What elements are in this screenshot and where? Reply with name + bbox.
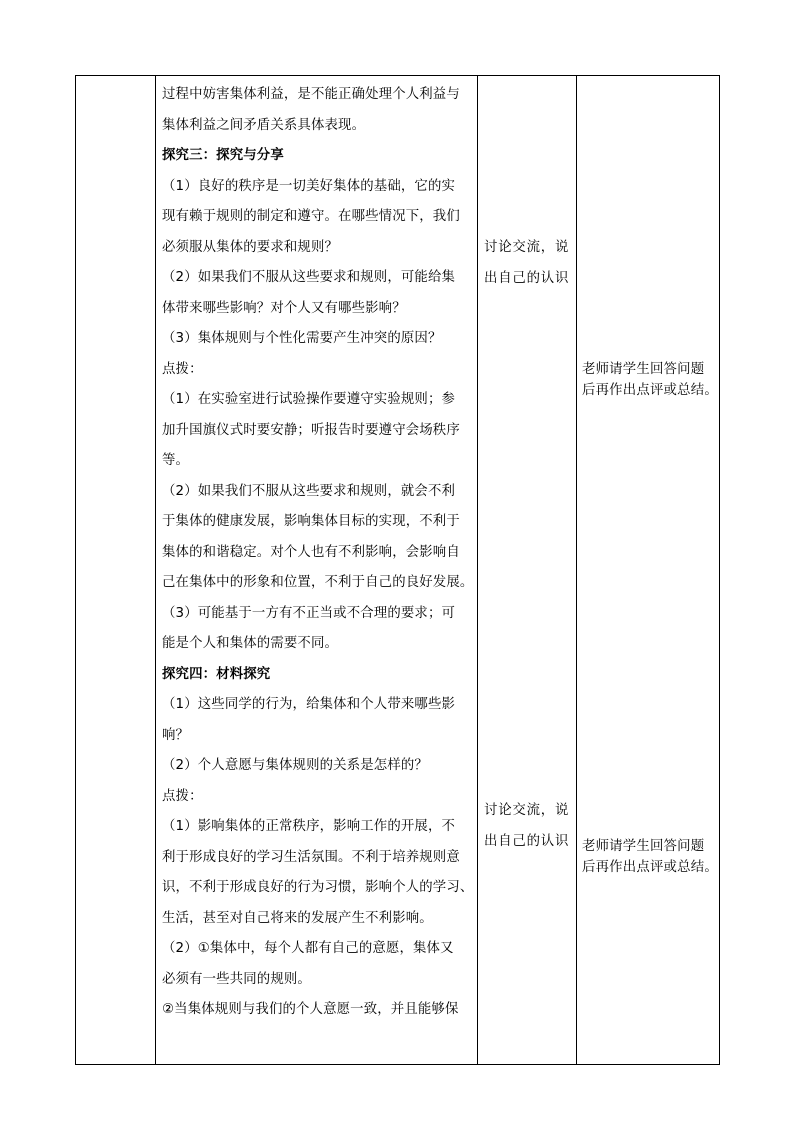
content-line: （2）个人意愿与集体规则的关系是怎样的？ — [162, 758, 428, 773]
teacher-activity-text: 后再作出点评或总结。 — [582, 383, 718, 398]
column-divider — [576, 76, 577, 1064]
content-line: 识，不利于形成良好的行为习惯，影响个人的学习、 — [162, 880, 474, 895]
student-activity-text: 出自己的认识 — [484, 270, 570, 286]
content-line: 必须服从集体的要求和规则？ — [162, 239, 339, 255]
teacher-activity-block — [582, 359, 720, 401]
content-line: 己在集体中的形象和位置，不利于自己的良好发展。 — [162, 575, 474, 590]
content-line: （3）集体规则与个性化需要产生冲突的原因？ — [162, 331, 442, 346]
content-line: 等。 — [162, 453, 190, 468]
student-activity-text: 出自己的认识 — [484, 833, 570, 849]
content-line: 点拨： — [162, 788, 203, 804]
lesson-table — [75, 75, 720, 1065]
content-line: （1）在实验室进行试验操作要遵守实验规则；参 — [162, 392, 456, 407]
content-line: （2）如果我们不服从这些要求和规则，就会不利 — [162, 483, 456, 499]
teacher-activity-text: 老师请学生回答问题 — [582, 362, 705, 377]
content-line: 必须有一些共同的规则。 — [162, 971, 311, 987]
content-line: 集体的和谐稳定。对个人也有不利影响，会影响自 — [162, 544, 460, 560]
content-line: （2）①集体中，每个人都有自己的意愿，集体又 — [162, 941, 454, 956]
content-line: 过程中妨害集体利益，是不能正确处理个人利益与 — [162, 87, 460, 102]
content-line: ②当集体规则与我们的个人意愿一致，并且能够保 — [162, 1002, 459, 1017]
teacher-activity-text: 老师请学生回答问题 — [582, 839, 705, 854]
content-line: 响？ — [162, 727, 190, 743]
content-column — [162, 80, 474, 1026]
teacher-activity-block — [582, 836, 720, 878]
content-line: 生活，甚至对自己将来的发展产生不利影响。 — [162, 910, 433, 926]
content-line: 加升国旗仪式时要安静；听报告时要遵守会场秩序 — [162, 422, 460, 438]
student-activity-block — [484, 796, 574, 857]
content-line: 于集体的健康发展，影响集体目标的实现，不利于 — [162, 514, 460, 529]
content-line: 利于形成良好的学习生活氛围。不利于培养规则意 — [162, 849, 460, 865]
content-line: 体带来哪些影响？对个人又有哪些影响？ — [162, 300, 406, 316]
column-divider — [477, 76, 478, 1064]
content-line: （2）如果我们不服从这些要求和规则，可能给集 — [162, 270, 456, 285]
teacher-activity-text: 后再作出点评或总结。 — [582, 860, 718, 875]
student-activity-text: 讨论交流，说 — [484, 803, 570, 818]
content-line: （1）良好的秩序是一切美好集体的基础，它的实 — [162, 178, 456, 194]
content-line: （3）可能基于一方有不正当或不合理的要求；可 — [162, 605, 456, 621]
content-line: 点拨： — [162, 361, 203, 377]
column-divider — [155, 76, 156, 1064]
content-line: 集体利益之间矛盾关系具体表现。 — [162, 117, 366, 133]
student-activity-text: 讨论交流，说 — [484, 240, 570, 255]
section-heading: 探究三：探究与分享 — [162, 148, 284, 163]
student-activity-block — [484, 233, 574, 294]
content-line: 能是个人和集体的需要不同。 — [162, 636, 339, 651]
content-line: （1）影响集体的正常秩序，影响工作的开展，不 — [162, 819, 456, 834]
section-heading: 探究四：材料探究 — [162, 666, 271, 682]
content-line: 现有赖于规则的制定和遵守。在哪些情况下，我们 — [162, 209, 460, 224]
content-line: （1）这些同学的行为，给集体和个人带来哪些影 — [162, 697, 456, 712]
